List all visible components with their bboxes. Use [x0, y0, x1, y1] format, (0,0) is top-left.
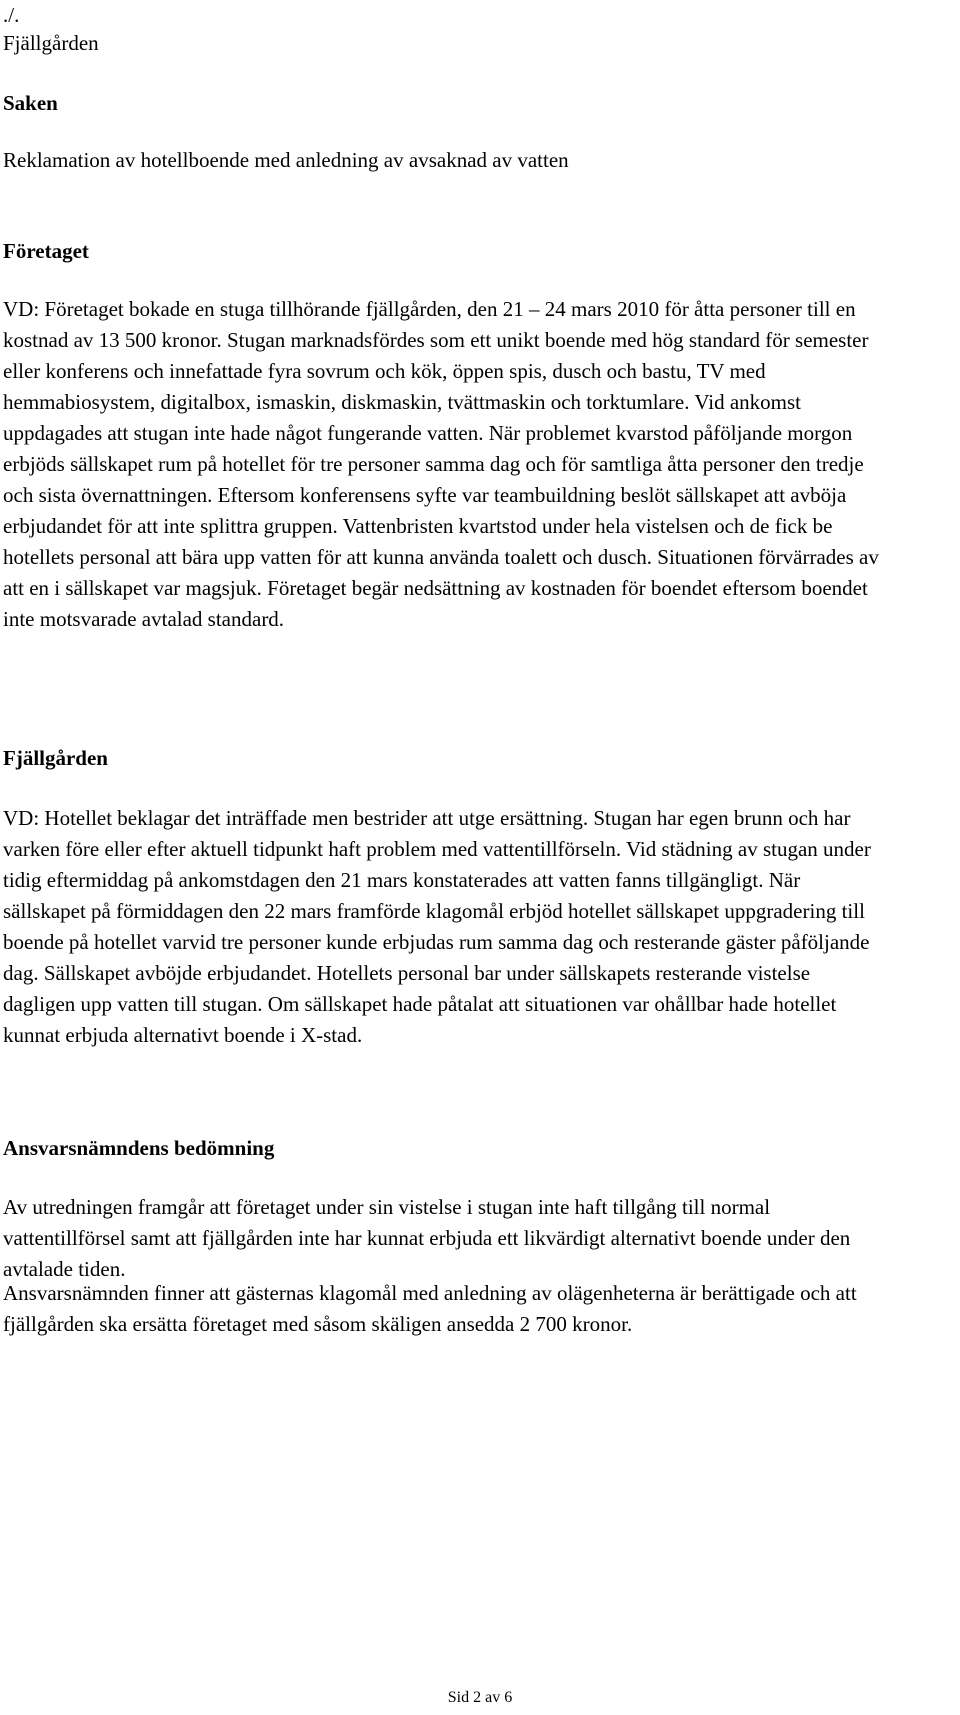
foretaget-text: VD: Företaget bokade en stuga tillhörande fjällgården, den 21 – 24 mars 2010 för åtta personer till en kostnad av 13 500 kronor. Stugan marknadsfördes som ett unikt boende med hög standard för semester eller konferens och innefattade fyra sovrum och kök, öppen spis, dusch och bastu, TV med hemmabiosystem, digitalbox, ismaskin, diskmaskin, tvättmaskin och torktumlare. Vid ankomst uppdagades att stugan inte hade något fungerande vatten. När problemet kvarstod påföljande morgon erbjöds sällskapet rum på hotellet för tre personer samma dag och för samtliga åtta personer den tredje och sista övernattningen. Eftersom konferensens syfte var teambuildning beslöt sällskapet att avböja erbjudandet för att inte splittra gruppen. Vattenbristen kvartstod under hela vistelsen och de fick be hotellets personal att bära upp vatten för att kunna använda toalett och dusch. Situationen förvärrades av att en i sällskapet var magsjuk. Företaget begär nedsättning av kostnaden för boendet eftersom boendet inte motsvarade avtalad standard.	[3, 297, 879, 631]
heading-bedomning: Ansvarsnämndens bedömning	[3, 1136, 275, 1160]
page-number: Sid 2 av 6	[447, 1689, 513, 1706]
heading-saken: Saken	[3, 91, 58, 115]
bedomning-text-2: Ansvarsnämnden finner att gästernas klagomål med anledning av olägenheterna är berättigade och att fjällgården ska ersätta företaget med såsom skäligen ansedda 2 700 kronor.	[3, 1281, 857, 1336]
bedomning-text-1: Av utredningen framgår att företaget under sin vistelse i stugan inte haft tillgång till normal vattentillförsel samt att fjällgården inte har kunnat erbjuda ett likvärdigt alternativt boende under den avtalade tiden.	[3, 1195, 851, 1281]
reference-mark: ./.	[3, 3, 20, 27]
fjallgarden-text: VD: Hotellet beklagar det inträffade men bestrider att utge ersättning. Stugan har egen brunn och har varken före eller efter aktuell tidpunkt haft problem med vattentillförseln. Vid städning av stugan under tidig eftermiddag på ankomstdagen den 21 mars konstaterades att vatten fanns tillgängligt. När sällskapet på förmiddagen den 22 mars framförde klagomål erbjöd hotellet sällskapet uppgradering till boende på hotellet varvid tre personer kunde erbjudas rum samma dag och resterande gäster påföljande dag. Sällskapet avböjde erbjudandet. Hotellets personal bar under sällskapets resterande vistelse dagligen upp vatten till stugan. Om sällskapet hade påtalat att situationen var ohållbar hade hotellet kunnat erbjuda alternativt boende i X-stad.	[3, 806, 871, 1047]
saken-text: Reklamation av hotellboende med anledning av avsaknad av vatten	[3, 148, 569, 172]
heading-fjallgarden: Fjällgården	[3, 746, 108, 770]
document-title: Fjällgården	[3, 31, 99, 55]
heading-foretaget: Företaget	[3, 239, 89, 263]
